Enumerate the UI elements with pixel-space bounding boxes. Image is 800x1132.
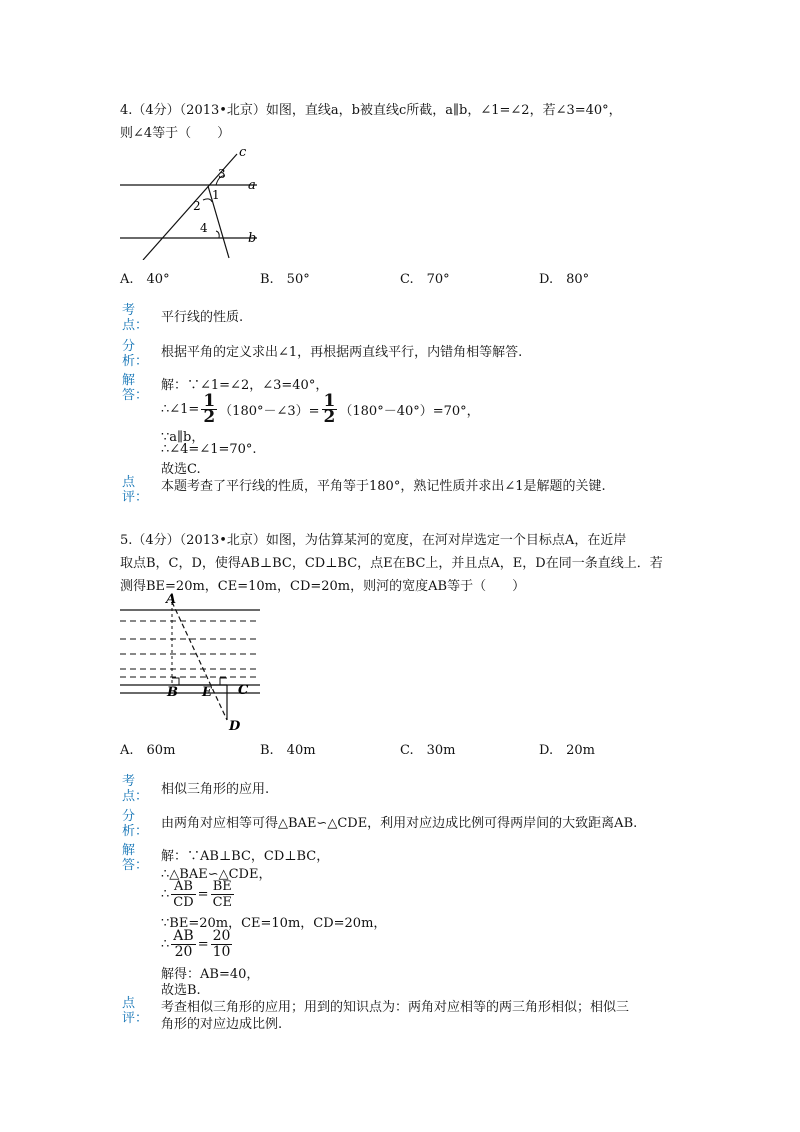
- q4-label-c: c: [239, 145, 247, 160]
- q5-solution-line3: ∴ $\frac{AB}{CD}$ = $\frac{BE}{CE}$: [161, 878, 232, 910]
- q4-label-b: b: [248, 231, 257, 246]
- q5-stem-line1: 5.（4分）（2013•北京）如图，为估算某河的宽度，在河对岸选定一个目标点A，在近岸: [120, 533, 627, 548]
- q4-solution-line1: 解：∵∠1=∠2，∠3=40°，: [161, 378, 329, 393]
- q5-fenxi: 由两角对应相等可得△BAE∽△CDE，利用对应边成比例可得两岸间的大致距离AB.: [161, 816, 638, 831]
- q5-solution-line5: ∴ $\frac{AB}{20}$ = $\frac{20}{10}$: [161, 927, 231, 960]
- q5-jieda-tag: 解 答：: [122, 843, 149, 873]
- q4-fraction-half-1: $\frac{1}{2}$: [203, 390, 216, 427]
- q4-fenxi: 根据平角的定义求出∠1，再根据两直线平行，内错角相等解答.: [161, 345, 523, 360]
- q5-solution-line4: ∵BE=20m，CE=10m，CD=20m，: [161, 916, 387, 931]
- q5-solution-line2: ∴△BAE∽△CDE，: [161, 867, 272, 882]
- q5-fraction-be-ce: $\frac{BE}{CE}$: [212, 878, 232, 910]
- q5-fraction-20-10: $\frac{20}{10}$: [212, 927, 231, 960]
- q4-label-3: 3: [218, 167, 226, 181]
- q4-solution-line2: ∴∠1= $\frac{1}{2}$ （180°－∠3）= $\frac{1}{2}$ （180°－40°）=70°，: [161, 390, 480, 427]
- q5-label-D: D: [229, 719, 241, 734]
- q5-solution-line1: 解：∵AB⊥BC，CD⊥BC，: [161, 849, 330, 864]
- q4-kaodian: 平行线的性质.: [161, 310, 244, 325]
- q4-solution-line4: ∴∠4=∠1=70°.: [161, 442, 257, 457]
- q4-stem-line2: 则∠4等于（ ）: [120, 126, 231, 141]
- q5-dianping-line1: 考查相似三角形的应用；用到的知识点为：两角对应相等的两三角形相似；相似三: [161, 1000, 630, 1015]
- q4-solution-line5: 故选C.: [161, 462, 201, 477]
- q4-label-a: a: [248, 178, 256, 193]
- q5-kaodian: 相似三角形的应用.: [161, 782, 270, 797]
- q4-figure: [115, 142, 275, 260]
- q5-fraction-ab-20: $\frac{AB}{20}$: [173, 927, 194, 960]
- q5-option-b: B. 40m: [260, 743, 316, 758]
- q5-label-A: A: [166, 592, 177, 607]
- q5-option-d: D. 20m: [539, 743, 595, 758]
- q5-stem-line2: 取点B，C，D，使得AB⊥BC，CD⊥BC，点E在BC上，并且点A，E，D在同一条直线上．若: [120, 556, 663, 571]
- q4-label-1: 1: [212, 188, 220, 202]
- q4-jieda-tag: 解 答：: [122, 373, 149, 403]
- q4-solution-line3: ∵a∥b，: [161, 430, 205, 445]
- q4-label-2: 2: [193, 199, 201, 213]
- q5-solution-line7: 故选B.: [161, 983, 201, 998]
- q4-kaodian-tag: 考 点：: [122, 303, 149, 333]
- q4-label-4: 4: [200, 221, 208, 235]
- q4-option-d: D. 80°: [539, 272, 590, 287]
- q5-label-C: C: [238, 683, 249, 698]
- q4-dianping-tag: 点 评：: [122, 475, 149, 505]
- q5-label-E: E: [202, 685, 212, 700]
- q5-option-a: A. 60m: [120, 743, 176, 758]
- q5-figure: [115, 590, 270, 735]
- q4-option-a: A. 40°: [120, 272, 170, 287]
- q4-option-c: C. 70°: [400, 272, 450, 287]
- q5-fraction-ab-cd: $\frac{AB}{CD}$: [173, 878, 194, 910]
- q5-kaodian-tag: 考 点：: [122, 774, 149, 804]
- q5-dianping-line2: 角形的对应边成比例.: [161, 1017, 283, 1032]
- q5-stem-line3: 测得BE=20m，CE=10m，CD=20m，则河的宽度AB等于（ ）: [120, 579, 526, 594]
- q4-stem-line1: 4.（4分）（2013•北京）如图，直线a，b被直线c所截，a∥b，∠1=∠2，若∠3=40°，: [120, 103, 622, 118]
- q4-option-b: B. 50°: [260, 272, 310, 287]
- q4-dianping: 本题考查了平行线的性质，平角等于180°，熟记性质并求出∠1是解题的关键.: [161, 479, 606, 494]
- q5-solution-line6: 解得：AB=40，: [161, 967, 260, 982]
- q4-fraction-half-2: $\frac{1}{2}$: [323, 390, 336, 427]
- q5-label-B: B: [167, 685, 178, 700]
- q5-fenxi-tag: 分 析：: [122, 809, 149, 839]
- q5-option-c: C. 30m: [400, 743, 456, 758]
- q4-fenxi-tag: 分 析：: [122, 339, 149, 369]
- q5-dianping-tag: 点 评：: [122, 996, 149, 1026]
